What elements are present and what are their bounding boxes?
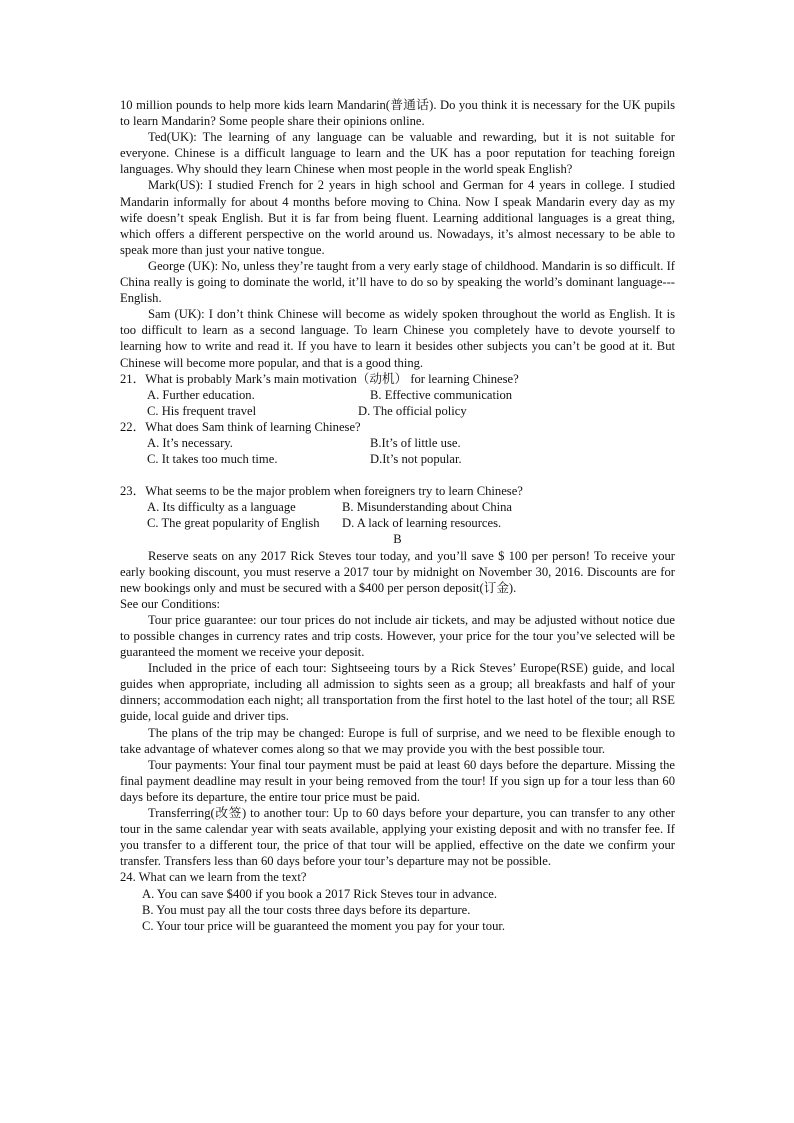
spacer: [120, 467, 675, 483]
options-row: [120, 387, 675, 403]
payments-paragraph: Tour payments: Your final tour payment must be paid at least 60 days before the departure. Missing the final payment deadline may result in your being removed from the tour! If you sign up for a tour less than 60 days before its departure, the entire tour price must be paid.: [120, 757, 675, 804]
section-label: B: [393, 532, 402, 547]
option-b: B. You must pay all the tour costs three days before its departure.: [142, 902, 471, 917]
price-guarantee-paragraph: Tour price guarantee: our tour prices do not include air tickets, and may be adjusted without notice due to possible changes in currency rates and trip costs. However, your price for the tour you’ve selected will be guaranteed the moment we receive your deposit.: [120, 612, 675, 660]
question-stem: 23．What seems to be the major problem when foreigners try to learn Chinese?: [120, 484, 523, 499]
option-b: B. Effective communication: [370, 387, 513, 402]
intro-paragraph: 10 million pounds to help more kids learn Mandarin(普通话). Do you think it is necessary for the UK pupils to learn Mandarin? Some people share their opinions online.: [120, 98, 675, 129]
booking-paragraph: Reserve seats on any 2017 Rick Steves tour today, and you’ll save $ 100 per person! To receive your early booking discount, you must reserve a 2017 tour by midnight on November 30, 2016. Discounts are for new bookings only and must be secured with a $400 per person deposit(订金).: [120, 548, 675, 595]
option-c: C. It takes too much time.: [147, 452, 278, 467]
question-stem: 22．What does Sam think of learning Chinese?: [120, 419, 361, 434]
question-23: [120, 483, 675, 531]
document-page: [120, 97, 675, 934]
transferring-paragraph: Transferring(改签) to another tour: Up to 60 days before your departure, you can transfer to any other tour in the same calendar year with seats available, applying your existing deposit and with no transfer fee. If you transfer to a different tour, the price of that tour will be applied, effective on the date we confirm your transfer. Transfers less than 60 days before your tour’s departure may not be possible.: [120, 806, 675, 869]
conditions-heading: See our Conditions:: [120, 596, 221, 611]
options-row: [120, 435, 675, 451]
included-paragraph: Included in the price of each tour: Sightseeing tours by a Rick Steves’ Europe(RSE) guide, and local guides when appropriate, including all admission to sights seen as a group; all breakfasts and half of your dinners; accommodation each night; all transportation from the first hotel to the last hotel of the tour; all RSE guide, local guide and driver tips.: [120, 661, 675, 724]
option-d: D.It’s not popular.: [370, 452, 462, 467]
sam-opinion: Sam (UK): I don’t think Chinese will become as widely spoken throughout the world as English. It is too difficult to learn as a second language. To learn Chinese you completely have to devote yourself to learning how to write and read it. If you have to learn it besides other subjects you can’t be good at it. But Chinese will become more popular, and that is a good thing.: [120, 307, 675, 370]
option-a: A. Further education.: [147, 387, 255, 402]
option-b: B.It’s of little use.: [370, 435, 461, 450]
option-c: C. The great popularity of English: [147, 516, 320, 531]
question-stem: 24. What can we learn from the text?: [120, 870, 307, 885]
option-a: A. Its difficulty as a language: [147, 500, 296, 515]
option-d: D. A lack of learning resources.: [342, 516, 502, 531]
option-b: B. Misunderstanding about China: [342, 500, 513, 515]
ted-opinion: Ted(UK): The learning of any language can be valuable and rewarding, but it is not suitable for everyone. Chinese is a difficult language to learn and the UK has a poor reputation for teaching foreign languages. Why should they learn Chinese when most people in the world speak English?: [120, 130, 675, 177]
options-row: [120, 499, 675, 515]
george-opinion: George (UK): No, unless they’re taught from a very early stage of childhood. Mandarin is so difficult. If China really is going to dominate the world, it’ll have to do so by speaking the world’s dominant language---English.: [120, 258, 675, 306]
plans-paragraph: The plans of the trip may be changed: Europe is full of surprise, and we need to be flexible enough to take advantage of whatever comes along so that we may provide you with the best possible tour.: [120, 725, 675, 756]
option-a: A. You can save $400 if you book a 2017 Rick Steves tour in advance.: [142, 886, 498, 901]
options-row: [120, 451, 675, 467]
question-21: [120, 371, 675, 419]
question-24: [120, 869, 675, 933]
option-c: C. Your tour price will be guaranteed the moment you pay for your tour.: [142, 918, 506, 933]
question-22: [120, 419, 675, 467]
question-stem: 21．What is probably Mark’s main motivation（动机） for learning Chinese?: [120, 371, 519, 386]
option-c: C. His frequent travel: [147, 403, 257, 418]
options-row: [120, 403, 675, 419]
mark-opinion: Mark(US): I studied French for 2 years in high school and German for 4 years in college. I studied Mandarin informally for about 4 months before moving to China. Now I speak Mandarin every day as my wife doesn’t speak English. But it is far from being fluent. Learning additional languages is a great thing, which offers a different perspective on the world around us. Nowadays, it’s almost necessary to be able to speak more than just your native tongue.: [120, 178, 675, 257]
option-d: D. The official policy: [358, 403, 467, 418]
option-a: A. It’s necessary.: [147, 435, 233, 450]
options-row: [120, 515, 675, 531]
